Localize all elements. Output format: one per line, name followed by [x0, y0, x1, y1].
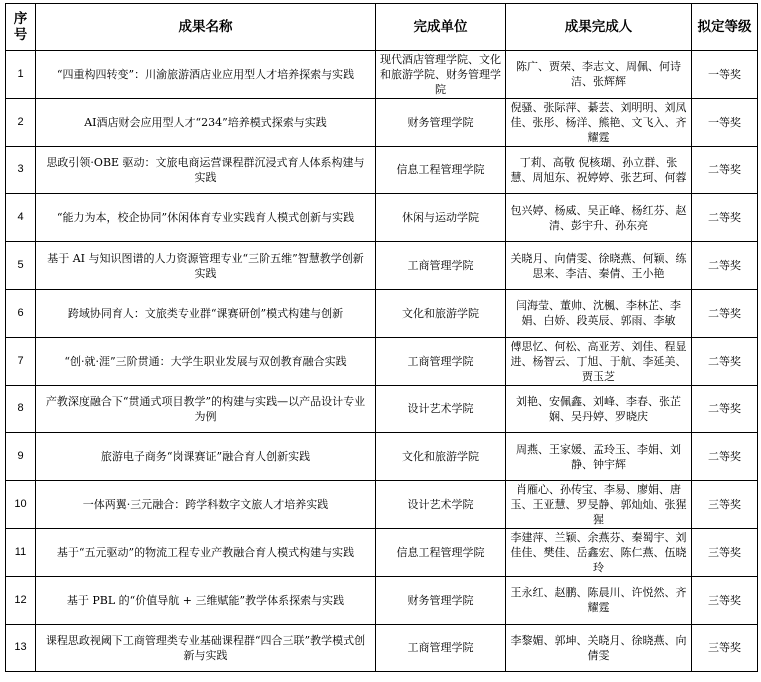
- cell-people: 王永红、赵鹏、陈晨川、许悦然、齐耀霆: [506, 576, 692, 624]
- cell-achievement-name: 思政引领·OBE 驱动：文旅电商运营课程群沉浸式育人体系构建与实践: [36, 146, 376, 194]
- cell-level: 二等奖: [692, 242, 758, 290]
- cell-no: 7: [6, 337, 36, 385]
- cell-unit: 信息工程管理学院: [376, 146, 506, 194]
- cell-unit: 休闲与运动学院: [376, 194, 506, 242]
- table-row: [6, 337, 758, 385]
- cell-achievement-name: 基于 AI 与知识图谱的人力资源管理专业“三阶五维”智慧教学创新实践: [36, 242, 376, 290]
- cell-unit: 工商管理学院: [376, 624, 506, 672]
- cell-unit: 工商管理学院: [376, 337, 506, 385]
- cell-people: 关晓月、向倩雯、徐晓燕、何颖、练思来、李洁、秦倩、王小艳: [506, 242, 692, 290]
- cell-level: 三等奖: [692, 624, 758, 672]
- table-header-row: [6, 4, 758, 51]
- cell-no: 13: [6, 624, 36, 672]
- table-row: [6, 289, 758, 337]
- cell-people: 李建萍、兰颖、余燕芬、秦蜀宇、刘佳佳、樊佳、岳鑫宏、陈仁燕、伍晓玲: [506, 528, 692, 576]
- cell-level: 二等奖: [692, 337, 758, 385]
- cell-unit: 财务管理学院: [376, 576, 506, 624]
- cell-achievement-name: 课程思政视阈下工商管理类专业基础课程群“四合三联”教学模式创新与实践: [36, 624, 376, 672]
- cell-achievement-name: 一体两翼·三元融合：跨学科数字文旅人才培养实践: [36, 481, 376, 529]
- table-row: [6, 433, 758, 481]
- cell-no: 9: [6, 433, 36, 481]
- header-unit: 完成单位: [376, 4, 506, 51]
- cell-no: 4: [6, 194, 36, 242]
- table-row: [6, 51, 758, 99]
- cell-level: 二等奖: [692, 289, 758, 337]
- cell-people: 肖雁心、孙传宝、李易、廖娟、唐玉、王亚慧、罗旻静、郭灿灿、张猩猩: [506, 481, 692, 529]
- cell-people: 包兴婷、杨威、吴正峰、杨红芬、赵清、彭宇升、孙东亮: [506, 194, 692, 242]
- header-level: 拟定等级: [692, 4, 758, 51]
- cell-no: 1: [6, 51, 36, 99]
- table-row: [6, 576, 758, 624]
- cell-people: 李黎媚、郭坤、关晓月、徐晓燕、向倩雯: [506, 624, 692, 672]
- table-row: [6, 146, 758, 194]
- cell-level: 三等奖: [692, 528, 758, 576]
- cell-unit: 文化和旅游学院: [376, 433, 506, 481]
- table-row: [6, 624, 758, 672]
- cell-achievement-name: 基于“五元驱动”的物流工程专业产教融合育人模式构建与实践: [36, 528, 376, 576]
- cell-achievement-name: “能力为本，校企协同”休闲体育专业实践育人模式创新与实践: [36, 194, 376, 242]
- table-row: [6, 528, 758, 576]
- cell-level: 三等奖: [692, 576, 758, 624]
- cell-level: 三等奖: [692, 481, 758, 529]
- cell-achievement-name: 旅游电子商务“岗课赛证”融合育人创新实践: [36, 433, 376, 481]
- cell-achievement-name: “四重构四转变”：川渝旅游酒店业应用型人才培养探索与实践: [36, 51, 376, 99]
- cell-no: 5: [6, 242, 36, 290]
- awards-table: [5, 3, 758, 672]
- cell-no: 3: [6, 146, 36, 194]
- cell-people: 傅思忆、何松、高亚芳、刘佳、程显进、杨智云、丁旭、于航、李延美、贾玉芝: [506, 337, 692, 385]
- awards-table-container: [5, 3, 758, 672]
- cell-level: 二等奖: [692, 194, 758, 242]
- cell-level: 一等奖: [692, 51, 758, 99]
- cell-achievement-name: AI酒店财会应用型人才“234”培养模式探索与实践: [36, 98, 376, 146]
- cell-no: 8: [6, 385, 36, 433]
- cell-unit: 现代酒店管理学院、文化和旅游学院、财务管理学院: [376, 51, 506, 99]
- cell-level: 二等奖: [692, 385, 758, 433]
- cell-people: 陈广、贾荣、李志文、周佩、何诗洁、张辉辉: [506, 51, 692, 99]
- cell-achievement-name: “创·就·涯”三阶贯通：大学生职业发展与双创教育融合实践: [36, 337, 376, 385]
- header-people: 成果完成人: [506, 4, 692, 51]
- cell-unit: 设计艺术学院: [376, 481, 506, 529]
- cell-level: 二等奖: [692, 146, 758, 194]
- table-body: [6, 51, 758, 672]
- cell-achievement-name: 跨域协同育人：文旅类专业群“课赛研创”模式构建与创新: [36, 289, 376, 337]
- cell-no: 10: [6, 481, 36, 529]
- cell-no: 2: [6, 98, 36, 146]
- cell-people: 闫海莹、董帅、沈楓、李林芷、李娟、白娇、段英辰、郭雨、李敏: [506, 289, 692, 337]
- cell-unit: 信息工程管理学院: [376, 528, 506, 576]
- cell-people: 周燕、王家媛、孟玲玉、李娟、刘静、钟宇辉: [506, 433, 692, 481]
- cell-unit: 设计艺术学院: [376, 385, 506, 433]
- cell-unit: 文化和旅游学院: [376, 289, 506, 337]
- cell-level: 二等奖: [692, 433, 758, 481]
- cell-level: 一等奖: [692, 98, 758, 146]
- cell-no: 11: [6, 528, 36, 576]
- cell-unit: 财务管理学院: [376, 98, 506, 146]
- header-no: 序号: [6, 4, 36, 51]
- cell-achievement-name: 基于 PBL 的“价值导航 + 三维赋能”教学体系探索与实践: [36, 576, 376, 624]
- table-row: [6, 242, 758, 290]
- cell-people: 丁莉、高敬 倪核瑚、孙立群、张慧、周旭东、祝婷婷、张艺珂、何蓉: [506, 146, 692, 194]
- header-name: 成果名称: [36, 4, 376, 51]
- table-row: [6, 194, 758, 242]
- table-row: [6, 481, 758, 529]
- cell-people: 倪骚、张际萍、綦芸、刘明明、刘凤佳、张彤、杨洋、熊艳、文飞入、齐耀霆: [506, 98, 692, 146]
- cell-people: 刘艳、安佩鑫、刘峰、李春、张芷娴、吴丹婷、罗晓庆: [506, 385, 692, 433]
- cell-no: 6: [6, 289, 36, 337]
- cell-achievement-name: 产教深度融合下“贯通式项目教学”的构建与实践—以产品设计专业为例: [36, 385, 376, 433]
- table-row: [6, 385, 758, 433]
- table-row: [6, 98, 758, 146]
- cell-no: 12: [6, 576, 36, 624]
- cell-unit: 工商管理学院: [376, 242, 506, 290]
